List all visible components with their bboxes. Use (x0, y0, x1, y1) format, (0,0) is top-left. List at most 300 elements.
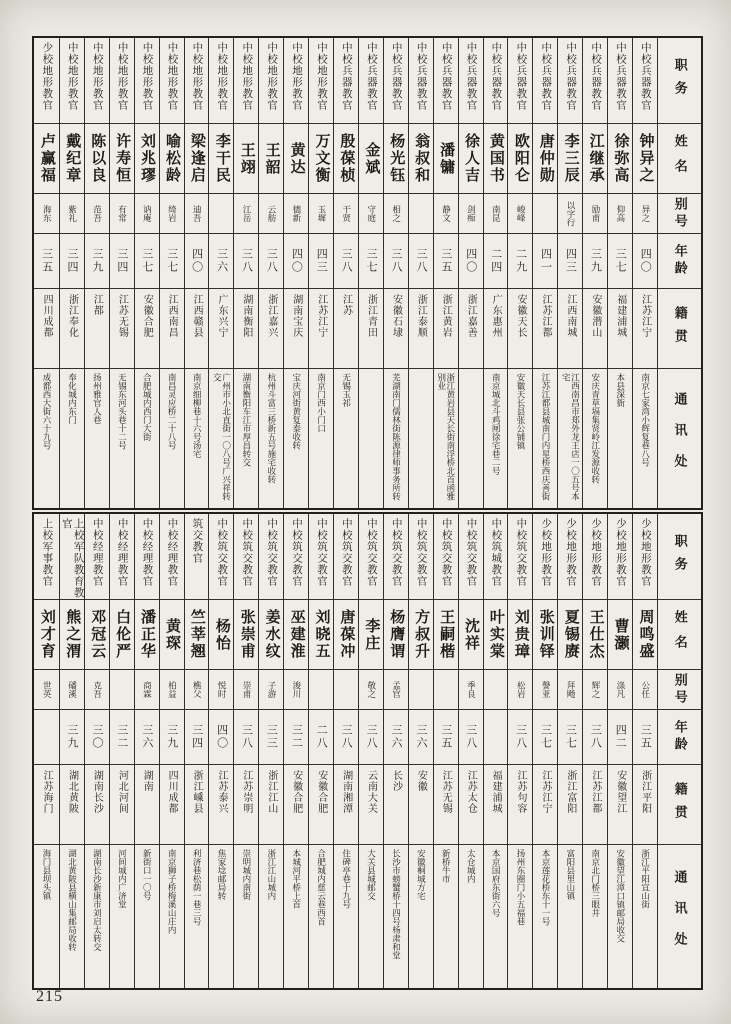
officer-duty: 少校地形教官 (533, 514, 557, 600)
officer-address: 住碑亭巷十九号 (341, 849, 352, 909)
officer-address: 扬州雅官人巷 (92, 373, 103, 424)
officer-address: 合肥城内西门大街 (142, 373, 153, 441)
officer-alias: 拜飏 (558, 670, 582, 710)
officer-duty: 中校地形教官 (60, 38, 84, 124)
officer-duty: 中校筑交教官 (508, 514, 532, 600)
officer-name: 杨光钰 (384, 124, 408, 194)
officer-alias (434, 670, 458, 710)
officer-origin: 安徽合肥 (135, 289, 159, 369)
officer-age (34, 710, 59, 765)
officer-alias: 以字行 (558, 194, 582, 234)
officer-alias: 辉之 (583, 670, 607, 710)
officer-column (34, 514, 59, 988)
officer-age: 四〇 (459, 234, 483, 289)
officer-age: 四〇 (185, 234, 209, 289)
officer-duty: 筑交教官 (185, 514, 209, 600)
officer-duty: 中校筑交教官 (384, 514, 408, 600)
officer-age: 三四 (110, 234, 134, 289)
officer-origin: 江苏太仓 (459, 765, 483, 845)
officer-age: 三五 (34, 234, 59, 289)
officer-address: 焦家埝邮局转 (217, 849, 227, 900)
officer-address: 芜湖南门儒林街陈源律师事务所转 (391, 373, 402, 501)
officer-origin: 江苏江宁 (633, 289, 657, 369)
officer-alias: 江岳 (234, 194, 258, 234)
officer-column (84, 514, 109, 988)
officer-column (59, 514, 84, 988)
officer-origin: 浙江泰顺 (409, 289, 433, 369)
officer-duty: 中校筑交教官 (309, 514, 333, 600)
officer-name: 陈以良 (85, 124, 109, 194)
officer-name: 钟异之 (633, 124, 657, 194)
officer-duty: 中校经理教官 (110, 514, 134, 600)
officer-age: 三六 (409, 710, 433, 765)
officer-alias: 仰高 (608, 194, 632, 234)
officer-alias: 迪吾 (185, 194, 209, 234)
officer-origin: 湖南长沙 (85, 765, 109, 845)
officer-address: 无锡玉祁 (341, 373, 352, 407)
officer-name: 梁逢启 (185, 124, 209, 194)
officer-alias: 绮岩 (160, 194, 184, 234)
officer-duty: 中校地形教官 (185, 38, 209, 124)
officer-column (557, 514, 582, 988)
officer-address: 湖南长沙新康市刘启太转交 (92, 849, 103, 951)
officer-column (632, 514, 657, 988)
officer-age: 三七 (608, 234, 632, 289)
officer-table-lower (32, 512, 703, 990)
officer-name: 万文衡 (309, 124, 333, 194)
officer-address: 崇明城内南街 (241, 849, 252, 900)
officer-alias: 公任 (633, 670, 657, 710)
officer-duty: 中校地形教官 (160, 38, 184, 124)
officer-name: 黄琛 (160, 600, 184, 670)
officer-address: 浙江黄岩县天长街南浮桥北首函雅别业 (436, 373, 456, 501)
officer-address: 本京国府东街六号 (491, 849, 502, 917)
officer-column (134, 514, 159, 988)
officer-alias: 克吾 (85, 670, 109, 710)
officer-column (84, 38, 109, 508)
officer-origin: 河北河间 (110, 765, 134, 845)
officer-address: 广州市小北直街一〇八号广兴祥转交 (212, 373, 232, 501)
officer-age: 三七 (558, 710, 582, 765)
officer-alias: 涤凡 (608, 670, 632, 710)
officer-column (308, 38, 333, 508)
officer-column (433, 514, 458, 988)
officer-alias: 敬之 (359, 670, 383, 710)
officer-alias: 峻峰 (508, 194, 532, 234)
officer-address: 安徽桐城方宅 (416, 849, 427, 900)
officer-address: 安徽天长县张公铺镇 (516, 373, 527, 450)
officer-name: 殷葆桢 (334, 124, 358, 194)
officer-age: 三八 (359, 710, 383, 765)
officer-column (208, 514, 233, 988)
officer-duty: 少校地形教官 (558, 514, 582, 600)
column-header-alias: 别号 (658, 194, 701, 234)
officer-address: 奉化城内东门 (67, 373, 78, 424)
officer-age: 三八 (409, 234, 433, 289)
officer-alias: 剑痴 (459, 194, 483, 234)
officer-origin: 江苏泰兴 (209, 765, 233, 845)
officer-address: 新桥牛市 (441, 849, 452, 883)
officer-address: 大关县城邮交 (366, 849, 377, 900)
officer-duty: 少校地形教官 (633, 514, 657, 600)
officer-name: 翁叔和 (409, 124, 433, 194)
officer-alias (334, 670, 358, 710)
officer-address: 浙江江山城内 (266, 849, 277, 900)
officer-age: 四二 (608, 710, 632, 765)
officer-alias: 静文 (434, 194, 458, 234)
officer-address: 扬州东圈门小五福巷 (516, 849, 527, 926)
officer-age: 三八 (384, 234, 408, 289)
officer-name: 刘兆璆 (135, 124, 159, 194)
officer-origin: 浙江青田 (359, 289, 383, 369)
officer-alias: 有常 (110, 194, 134, 234)
officer-origin: 湖北黄陂 (60, 765, 84, 845)
officer-name: 竺莘翘 (185, 600, 209, 670)
officer-alias: 南昆 (484, 194, 508, 234)
officer-origin: 浙江嵊县 (185, 765, 209, 845)
officer-column (507, 514, 532, 988)
officer-age: 二四 (484, 234, 508, 289)
officer-origin: 江苏无锡 (110, 289, 134, 369)
officer-origin: 江西赣县 (185, 289, 209, 369)
officer-column (383, 38, 408, 508)
officer-address (409, 369, 433, 508)
officer-age: 三七 (160, 234, 184, 289)
officer-age: 三八 (234, 710, 258, 765)
officer-origin: 江都 (85, 289, 109, 369)
officer-origin: 云南大关 (359, 765, 383, 845)
officer-duty: 中校地形教官 (309, 38, 333, 124)
officer-origin: 浙江平阳 (633, 765, 657, 845)
column-header-duty: 职务 (658, 514, 701, 600)
officer-name: 刘贵璋 (508, 600, 532, 670)
officer-column (607, 38, 632, 508)
officer-column (632, 38, 657, 508)
officer-alias: 讷庵 (135, 194, 159, 234)
officer-address: 江西南昌市郑外龙王店一〇五号本宅 (561, 373, 581, 501)
officer-duty: 中校兵器教官 (384, 38, 408, 124)
page-number: 215 (36, 988, 63, 1005)
officer-address: 本县深衙 (615, 373, 626, 407)
officer-origin: 安徽 (409, 765, 433, 845)
officer-age: 三四 (60, 234, 84, 289)
officer-age: 三八 (334, 710, 358, 765)
officer-column (258, 38, 283, 508)
officer-column (383, 514, 408, 988)
officer-column (557, 38, 582, 508)
officer-duty: 中校地形教官 (284, 38, 308, 124)
column-header-name: 姓名 (658, 124, 701, 194)
officer-address: 杭州斗富三桥新五号施宅收转 (266, 373, 277, 484)
officer-name: 方叔升 (409, 600, 433, 670)
officer-name: 白伦严 (110, 600, 134, 670)
officer-alias: 謦亚 (533, 670, 557, 710)
officer-origin: 浙江嘉善 (459, 289, 483, 369)
officer-alias: 相之 (384, 194, 408, 234)
officer-name: 杨膺谓 (384, 600, 408, 670)
officer-origin: 广东惠州 (484, 289, 508, 369)
officer-duty: 中校筑交教官 (334, 514, 358, 600)
officer-name: 刘晓五 (309, 600, 333, 670)
column-header-age: 年龄 (658, 234, 701, 289)
officer-alias: 云舫 (259, 194, 283, 234)
officer-column (532, 38, 557, 508)
column-header-age: 年龄 (658, 710, 701, 765)
officer-address: 湖南衡阳车江市厚昌转交 (241, 373, 252, 467)
officer-alias: 励甫 (583, 194, 607, 234)
officer-alias: 樵父 (185, 670, 209, 710)
officer-column (408, 514, 433, 988)
officer-name: 王韶 (259, 124, 283, 194)
officer-alias: 浚川 (284, 670, 308, 710)
officer-column (109, 514, 134, 988)
officer-duty: 中校筑交教官 (434, 514, 458, 600)
officer-origin: 湖南衡阳 (234, 289, 258, 369)
officer-age: 三五 (434, 710, 458, 765)
officer-address: 河间城内广济堂 (117, 849, 128, 909)
officer-origin: 长沙 (384, 765, 408, 845)
officer-address: 南京狮子桥梅溪山庄内 (167, 849, 178, 934)
officer-address: 浙江平阳宜山街 (640, 849, 651, 909)
officer-address: 本京莲花桥东十一号 (540, 849, 551, 926)
officer-duty: 中校兵器教官 (459, 38, 483, 124)
officer-name: 黄国书 (484, 124, 508, 194)
officer-age: 三八 (508, 710, 532, 765)
officer-column (159, 38, 184, 508)
officer-alias: 玉墀 (309, 194, 333, 234)
officer-alias: 崇甫 (234, 670, 258, 710)
officer-duty: 中校兵器教官 (409, 38, 433, 124)
header-column (657, 38, 701, 508)
officer-alias (209, 194, 233, 234)
officer-column (333, 514, 358, 988)
officer-name: 沈祥 (459, 600, 483, 670)
officer-origin: 安徽合肥 (284, 765, 308, 845)
column-header-address: 通讯处 (672, 392, 688, 485)
officer-column (233, 514, 258, 988)
officer-alias: 柏益 (160, 670, 184, 710)
officer-column (483, 38, 508, 508)
officer-address: 海门县坝头镇 (42, 849, 53, 900)
officer-origin: 江苏句容 (508, 765, 532, 845)
officer-column (458, 38, 483, 508)
officer-age: 三〇 (85, 710, 109, 765)
officer-age: 三六 (384, 710, 408, 765)
officer-name: 周鸣盛 (633, 600, 657, 670)
officer-age: 三五 (434, 234, 458, 289)
officer-column (358, 38, 383, 508)
column-header-name: 姓名 (658, 600, 701, 670)
officer-column (159, 514, 184, 988)
officer-alias: 松岩 (508, 670, 532, 710)
officer-age: 四一 (533, 234, 557, 289)
officer-alias (309, 670, 333, 710)
officer-column (433, 38, 458, 508)
officer-column (34, 38, 59, 508)
officer-name: 王仕杰 (583, 600, 607, 670)
officer-age: 二八 (309, 710, 333, 765)
officer-name: 欧阳仑 (508, 124, 532, 194)
officer-name: 许寿恒 (110, 124, 134, 194)
officer-name: 熊之渭 (60, 600, 84, 670)
officer-name: 曹灏 (608, 600, 632, 670)
officer-name: 卢赢福 (34, 124, 59, 194)
officer-age: 三九 (583, 234, 607, 289)
officer-duty: 中校经理教官 (135, 514, 159, 600)
officer-duty: 中校兵器教官 (434, 38, 458, 124)
officer-origin: 福建浦城 (608, 289, 632, 369)
officer-origin: 安徽潜山 (583, 289, 607, 369)
officer-address: 南京北门桥三眼井 (590, 849, 601, 917)
officer-duty: 中校兵器教官 (608, 38, 632, 124)
column-header-duty: 职务 (658, 38, 701, 124)
officer-duty: 中校兵器教官 (633, 38, 657, 124)
officer-name: 杨怡 (209, 600, 233, 670)
officer-origin: 广东兴宁 (209, 289, 233, 369)
officer-duty: 中校兵器教官 (533, 38, 557, 124)
officer-address: 湖北黄陂县横山集邮局收转 (67, 849, 78, 951)
officer-alias: 世英 (34, 670, 59, 710)
officer-column (233, 38, 258, 508)
officer-name: 江继承 (583, 124, 607, 194)
officer-age: 三三 (259, 710, 283, 765)
officer-duty: 中校地形教官 (85, 38, 109, 124)
officer-name: 潘镛 (434, 124, 458, 194)
officer-alias: 干贤 (334, 194, 358, 234)
officer-age: 三七 (135, 234, 159, 289)
officer-duty: 中校地形教官 (234, 38, 258, 124)
officer-origin: 江苏江宁 (533, 765, 557, 845)
officer-name: 姜水纹 (259, 600, 283, 670)
officer-name: 王嗣楷 (434, 600, 458, 670)
officer-duty: 中校兵器教官 (359, 38, 383, 124)
officer-alias: 季良 (459, 670, 483, 710)
officer-origin: 江苏 (334, 289, 358, 369)
officer-address (459, 369, 483, 508)
officer-column (358, 514, 383, 988)
officer-name: 喻松龄 (160, 124, 184, 194)
officer-duty: 中校筑交教官 (359, 514, 383, 600)
officer-name: 金斌 (359, 124, 383, 194)
officer-age: 三七 (359, 234, 383, 289)
officer-name: 张训铎 (533, 600, 557, 670)
officer-alias: 子游 (259, 670, 283, 710)
officer-age: 三五 (633, 710, 657, 765)
officer-name: 黄达 (284, 124, 308, 194)
officer-age: 三六 (135, 710, 159, 765)
officer-column (283, 514, 308, 988)
officer-address: 南京门西小门口 (316, 373, 327, 433)
officer-alias (409, 194, 433, 234)
officer-age: 四三 (558, 234, 582, 289)
officer-address: 宝庆河街黄复泰收转 (291, 373, 302, 450)
officer-origin: 江苏江都 (533, 289, 557, 369)
officer-age: 三九 (160, 710, 184, 765)
officer-age: 三八 (459, 710, 483, 765)
officer-column (582, 514, 607, 988)
officer-duty: 中校经理教官 (85, 514, 109, 600)
officer-alias: 德新 (284, 194, 308, 234)
column-header-alias: 别号 (658, 670, 701, 710)
officer-duty: 少校地形教官 (34, 38, 59, 124)
officer-age: 四三 (309, 234, 333, 289)
officer-alias (409, 670, 433, 710)
officer-name: 邓冠云 (85, 600, 109, 670)
officer-origin: 安徽望江 (608, 765, 632, 845)
officer-age: 三八 (583, 710, 607, 765)
officer-age: 三九 (60, 710, 84, 765)
officer-duty: 中校兵器教官 (334, 38, 358, 124)
officer-column (333, 38, 358, 508)
officer-duty: 中校筑交教官 (284, 514, 308, 600)
officer-address: 本城河平桥上首 (291, 849, 302, 909)
officer-column (59, 38, 84, 508)
officer-column (283, 38, 308, 508)
officer-duty: 中校筑交教官 (459, 514, 483, 600)
officer-name: 潘正华 (135, 600, 159, 670)
officer-duty: 中校兵器教官 (508, 38, 532, 124)
officer-address: 长沙市螃蟹桥十四号杨肃和堂 (391, 849, 402, 960)
officer-origin: 四川成都 (160, 765, 184, 845)
officer-column (607, 514, 632, 988)
column-header-origin: 籍贯 (658, 289, 701, 369)
officer-column (208, 38, 233, 508)
officer-alias: 商霖 (135, 670, 159, 710)
officer-table-upper (32, 36, 703, 510)
column-header-origin: 籍贯 (658, 765, 701, 845)
officer-duty: 中校经理教官 (160, 514, 184, 600)
officer-duty: 中校地形教官 (135, 38, 159, 124)
officer-name: 徐人吉 (459, 124, 483, 194)
officer-column (134, 38, 159, 508)
officer-age: 三八 (334, 234, 358, 289)
officer-origin: 安徽合肥 (309, 765, 333, 845)
officer-address (359, 369, 383, 508)
officer-address: 安庆青草塥集贤岭江发源收转 (590, 373, 601, 484)
officer-origin: 湖南 (135, 765, 159, 845)
officer-duty: 中校筑交教官 (234, 514, 258, 600)
officer-column (582, 38, 607, 508)
officer-origin: 四川成都 (34, 289, 59, 369)
officer-alias: 异之 (633, 194, 657, 234)
officer-address: 南昌灵应桥二十八号 (167, 373, 178, 450)
officer-address: 太仓城内 (466, 849, 477, 883)
officer-column (458, 514, 483, 988)
officer-duty: 中校地形教官 (209, 38, 233, 124)
officer-name: 张崇甫 (234, 600, 258, 670)
officer-duty: 中校筑城教官 (484, 514, 508, 600)
officer-alias: 磻溪 (60, 670, 84, 710)
officer-duty: 中校筑交教官 (259, 514, 283, 600)
officer-age: 三八 (234, 234, 258, 289)
officer-alias (484, 670, 508, 710)
officer-name: 叶实棠 (484, 600, 508, 670)
officer-origin: 安徽石埭 (384, 289, 408, 369)
officer-duty: 中校兵器教官 (558, 38, 582, 124)
officer-duty: 中校地形教官 (259, 38, 283, 124)
officer-name: 唐仲勋 (533, 124, 557, 194)
officer-origin: 浙江黄岩 (434, 289, 458, 369)
officer-name: 刘才育 (34, 600, 59, 670)
officer-alias: 海东 (34, 194, 59, 234)
officer-name: 徐弥高 (608, 124, 632, 194)
officer-alias (533, 194, 557, 234)
header-column (657, 514, 701, 988)
officer-alias: 守庭 (359, 194, 383, 234)
officer-duty: 中校地形教官 (110, 38, 134, 124)
officer-origin: 浙江富阳 (558, 765, 582, 845)
officer-age: 四〇 (284, 234, 308, 289)
